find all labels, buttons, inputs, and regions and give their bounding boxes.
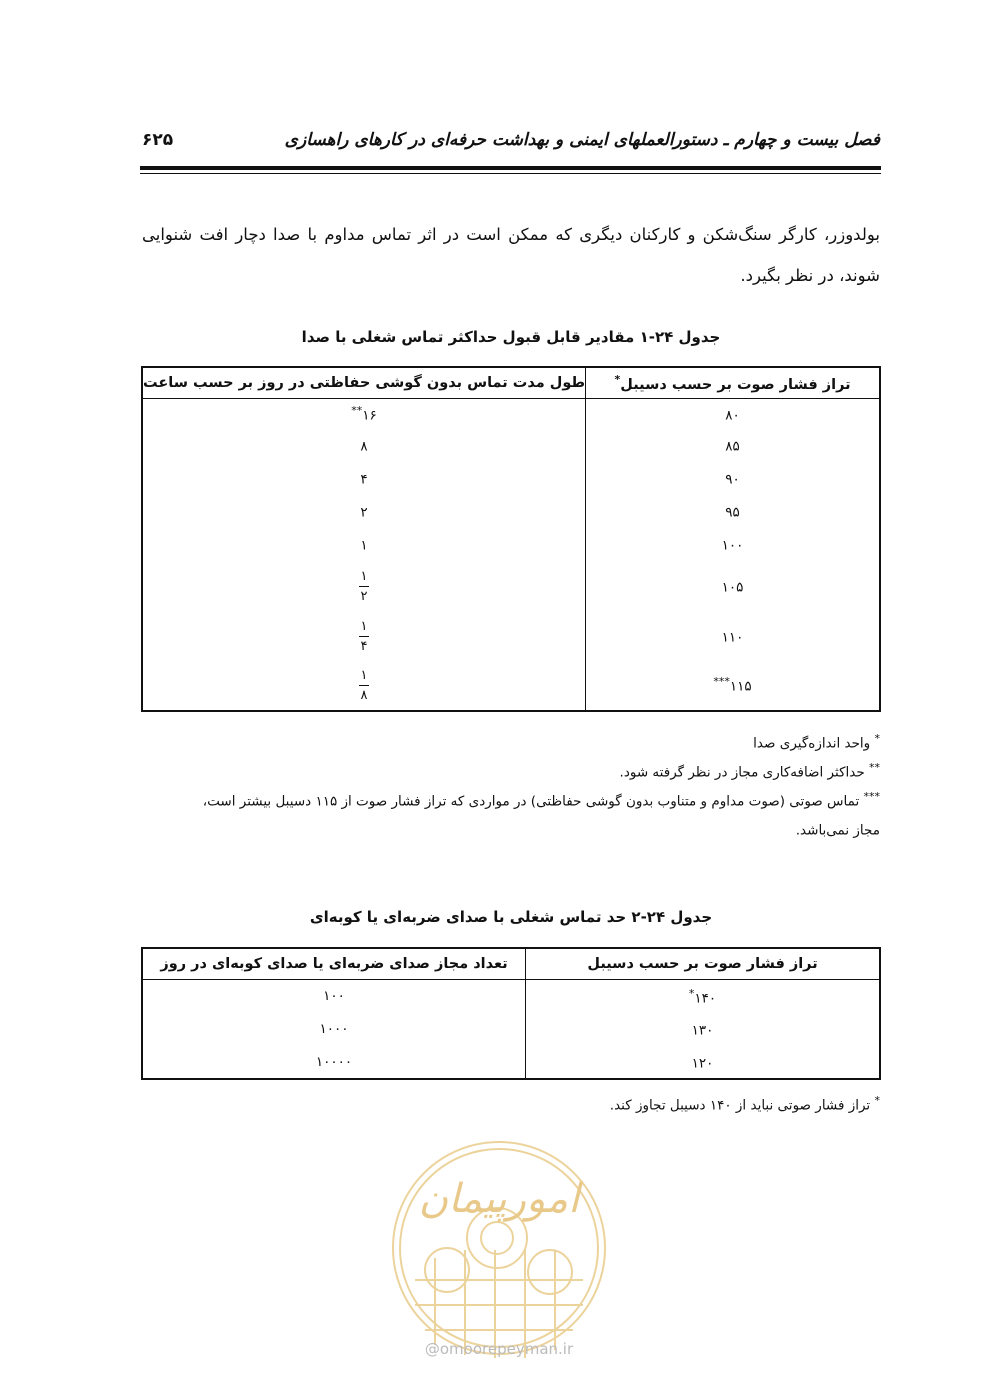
footnote: مجاز نمی‌باشد. bbox=[795, 822, 880, 839]
duration-cell bbox=[142, 661, 586, 711]
table-row bbox=[142, 611, 880, 661]
column-header-level: تراز فشار صوت بر حسب دسیبل bbox=[526, 948, 880, 980]
table2-caption: جدول ۲۴-۲ حد تماس شغلی با صدای ضربه‌ای یا کوبه‌ای bbox=[309, 908, 713, 926]
count-cell: ۱۰۰ bbox=[142, 980, 526, 1013]
footnote: ** حداکثر اضافه‌کاری مجاز در نظر گرفته شود. bbox=[619, 761, 880, 781]
level-cell: ۱۰۰ bbox=[586, 528, 880, 561]
page-header bbox=[142, 128, 880, 158]
table-row bbox=[142, 661, 880, 711]
duration-cell: ۸ bbox=[142, 429, 586, 462]
level-cell: ۸۵ bbox=[586, 429, 880, 462]
noise-exposure-table bbox=[141, 366, 881, 712]
table-row bbox=[142, 462, 880, 495]
column-header-duration: طول مدت تماس بدون گوشی حفاظتی در روز بر حسب ساعت bbox=[142, 367, 586, 399]
chapter-title: فصل بیست و چهارم ـ دستورالعملهای ایمنی و بهداشت حرفه‌ای در کارهای راهسازی bbox=[284, 130, 880, 150]
level-cell: ۱۱۰ bbox=[586, 611, 880, 661]
table-row bbox=[142, 399, 880, 429]
level-cell: ۱۳۰ bbox=[526, 1013, 880, 1046]
table-row bbox=[142, 528, 880, 561]
level-cell: ۱۱۵*** bbox=[586, 661, 880, 711]
intro-paragraph: بولدوزر، کارگر سنگ‌شکن و کارکنان دیگری که ممکن است در اثر تماس مداوم با صدا دچار افت شنوایی شوند، در نظر بگیرد. bbox=[142, 225, 880, 285]
table-row bbox=[142, 495, 880, 528]
column-header-level: تراز فشار صوت بر حسب دسیبل* bbox=[586, 367, 880, 399]
duration-cell: ۱۶** bbox=[142, 399, 586, 429]
duration-cell bbox=[142, 561, 586, 611]
watermark-site: @omoorepeyman.ir bbox=[424, 1340, 574, 1358]
header-rule-thin bbox=[140, 173, 881, 174]
level-cell: ۹۵ bbox=[586, 495, 880, 528]
level-cell: ۹۰ bbox=[586, 462, 880, 495]
footnote: * واحد اندازه‌گیری صدا bbox=[753, 732, 880, 752]
level-cell: ۱۴۰* bbox=[526, 980, 880, 1013]
table-row bbox=[142, 561, 880, 611]
duration-cell: ۲ bbox=[142, 495, 586, 528]
fraction: $\frac{۱}{۲}$ bbox=[360, 568, 368, 604]
page-number: ۶۲۵ bbox=[142, 130, 174, 150]
level-cell: ۱۰۵ bbox=[586, 561, 880, 611]
table-row bbox=[142, 429, 880, 462]
header-rule-thick bbox=[140, 166, 881, 170]
fraction: $\frac{۱}{۸}$ bbox=[360, 668, 368, 703]
table-row bbox=[142, 1046, 880, 1079]
table1-caption: جدول ۲۴-۱ مقادیر قابل قبول حداکثر تماس شغلی با صدا bbox=[301, 328, 721, 346]
impulse-noise-table bbox=[141, 947, 881, 1080]
table-row bbox=[142, 1013, 880, 1046]
watermark-seal bbox=[385, 1130, 613, 1362]
duration-cell bbox=[142, 611, 586, 661]
seal-text: امورپیمان bbox=[418, 1176, 580, 1222]
fraction: $\frac{۱}{۴}$ bbox=[360, 618, 368, 654]
level-cell: ۱۲۰ bbox=[526, 1046, 880, 1079]
table2-note: * تراز فشار صوتی نباید از ۱۴۰ دسیبل تجاوز کند. bbox=[609, 1094, 880, 1114]
count-cell: ۱۰۰۰ bbox=[142, 1013, 526, 1046]
count-cell: ۱۰۰۰۰ bbox=[142, 1046, 526, 1079]
footnote: *** تماس صوتی (صوت مداوم و متناوب بدون گوشی حفاظتی) در مواردی که تراز فشار صوت از ۱۱۵ دسیبل بیشتر است، bbox=[202, 790, 880, 810]
table-row bbox=[142, 980, 880, 1013]
duration-cell: ۴ bbox=[142, 462, 586, 495]
level-cell: ۸۰ bbox=[586, 399, 880, 429]
duration-cell: ۱ bbox=[142, 528, 586, 561]
column-header-count: تعداد مجاز صدای ضربه‌ای یا صدای کوبه‌ای در روز bbox=[142, 948, 526, 980]
